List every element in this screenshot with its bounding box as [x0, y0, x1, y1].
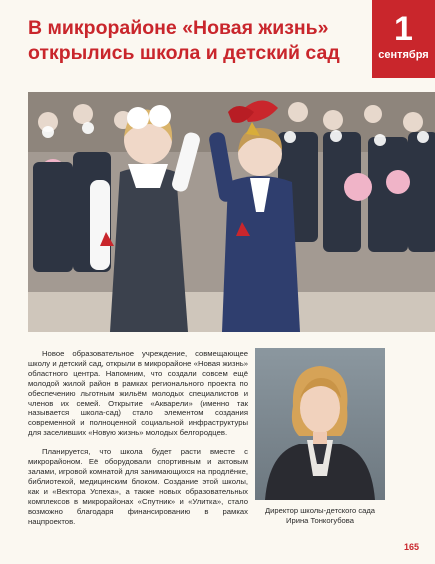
page-number: 165: [404, 542, 420, 552]
date-badge: [372, 0, 435, 78]
headline-line-1: В микрорайоне «Новая жизнь»: [28, 17, 329, 39]
director-portrait: [255, 348, 385, 500]
article-headline: [28, 16, 368, 66]
article-paragraph: Новое образовательное учреждение, совмещающее школу и детский сад, открыли в микрорайоне «Новая жизнь» областного центра. Напомним, что создали совсем ещё молодой жилой район в рамках регионального проекта по обеспечению льготным жильём молодых специалистов и членов их семей. Открытие «Акварели» (именно так называется школа-сад) стало элементом создания современной и полноценной социальной инфраструктуры для заселивших «Новую жизнь» молодых белгородцев.: [28, 349, 248, 438]
article-body: [28, 349, 248, 535]
headline-line-2: открылись школа и детский сад: [28, 42, 340, 64]
caption-name: Ирина Тонкогубова: [286, 516, 354, 525]
article-paragraph: Планируется, что школа будет расти вместе с микрорайоном. Её оборудовали спортивным и актовым залами, игровой комнатой для занимающихся на продлёнке, библиотекой, медицинским блоком. Создание этой школы, как и «Вектора Успеха», а также новых образовательных комплексов в микрорайонах «Спутник» и «Улитка», стало возможно благодаря финансированию в рамках нацпроектов.: [28, 447, 248, 526]
date-day: 1: [394, 10, 413, 48]
caption-role: Директор школы-детского сада: [265, 506, 375, 515]
director-portrait-illustration: [255, 348, 385, 500]
portrait-caption: [255, 506, 385, 526]
first-day-children-illustration: [28, 92, 435, 332]
date-month: сентября: [378, 49, 429, 61]
hero-photo: [28, 92, 435, 332]
